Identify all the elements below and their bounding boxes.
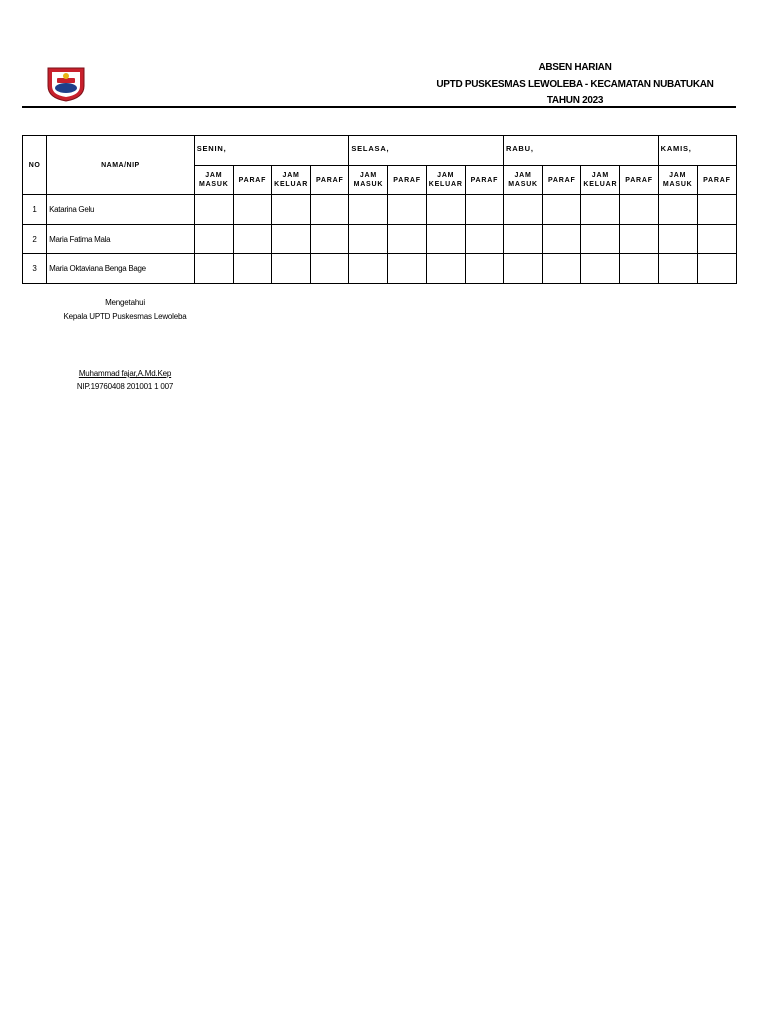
attendance-cell — [658, 195, 697, 225]
attendance-cell — [311, 195, 349, 225]
attendance-cell — [272, 225, 311, 254]
attendance-cell — [194, 195, 233, 225]
sub-header-jam-keluar: JAM KELUAR — [272, 166, 311, 195]
attendance-cell — [311, 254, 349, 284]
table-header-row-days — [23, 136, 737, 166]
sub-header-jam-masuk: JAM MASUK — [349, 166, 388, 195]
attendance-cell — [543, 195, 581, 225]
attendance-cell — [543, 225, 581, 254]
sub-header-jam-keluar: JAM KELUAR — [581, 166, 620, 195]
sub-header-paraf: PARAF — [465, 166, 503, 195]
employee-name: Maria Oktaviana Benga Bage — [47, 254, 195, 284]
puskesmas-emblem-logo — [46, 66, 86, 102]
sub-header-jam-masuk: JAM MASUK — [194, 166, 233, 195]
table-row — [23, 225, 737, 254]
day-header-thursday: KAMIS, — [658, 136, 736, 166]
acknowledged-label: Mengetahui — [105, 298, 145, 307]
document-subtitle: UPTD PUSKESMAS LEWOLEBA - KECAMATAN NUBATUKAN — [436, 79, 714, 90]
sub-header-paraf: PARAF — [543, 166, 581, 195]
employee-name: Katarina Gelu — [47, 195, 195, 225]
header-divider — [22, 106, 736, 108]
sub-header-paraf: PARAF — [697, 166, 736, 195]
attendance-cell — [388, 225, 426, 254]
attendance-cell — [620, 195, 658, 225]
row-number: 2 — [23, 225, 47, 254]
attendance-cell — [272, 254, 311, 284]
attendance-cell — [658, 225, 697, 254]
attendance-cell — [426, 254, 465, 284]
sub-header-paraf: PARAF — [388, 166, 426, 195]
attendance-cell — [465, 195, 503, 225]
attendance-cell — [465, 254, 503, 284]
attendance-cell — [388, 195, 426, 225]
table-row — [23, 195, 737, 225]
attendance-cell — [233, 195, 271, 225]
attendance-cell — [349, 195, 388, 225]
attendance-cell — [272, 195, 311, 225]
attendance-cell — [697, 195, 736, 225]
attendance-cell — [311, 225, 349, 254]
attendance-cell — [504, 254, 543, 284]
sub-header-paraf: PARAF — [311, 166, 349, 195]
sub-header-jam-masuk: JAM MASUK — [504, 166, 543, 195]
attendance-cell — [465, 225, 503, 254]
attendance-cell — [581, 195, 620, 225]
attendance-table — [22, 135, 737, 284]
row-number: 3 — [23, 254, 47, 284]
day-header-wednesday: RABU, — [504, 136, 659, 166]
attendance-cell — [504, 195, 543, 225]
attendance-cell — [426, 195, 465, 225]
day-header-tuesday: SELASA, — [349, 136, 504, 166]
signer-name: Muhammad fajar,A.Md.Kep — [78, 369, 172, 378]
sub-header-jam-keluar: JAM KELUAR — [426, 166, 465, 195]
table-row — [23, 254, 737, 284]
employee-name: Maria Fatima Mala — [47, 225, 195, 254]
signer-nip: NIP.19760408 201001 1 007 — [76, 382, 174, 391]
attendance-cell — [233, 225, 271, 254]
attendance-cell — [581, 225, 620, 254]
sub-header-paraf: PARAF — [233, 166, 271, 195]
signer-position: Kepala UPTD Puskesmas Lewoleba — [63, 312, 187, 321]
attendance-cell — [349, 225, 388, 254]
day-header-monday: SENIN, — [194, 136, 349, 166]
sub-header-jam-masuk: JAM MASUK — [658, 166, 697, 195]
attendance-cell — [697, 225, 736, 254]
attendance-cell — [426, 225, 465, 254]
attendance-cell — [581, 254, 620, 284]
attendance-cell — [349, 254, 388, 284]
attendance-cell — [504, 225, 543, 254]
attendance-cell — [620, 254, 658, 284]
attendance-cell — [697, 254, 736, 284]
column-header-name: NAMA/NIP — [47, 136, 195, 195]
attendance-cell — [658, 254, 697, 284]
attendance-cell — [543, 254, 581, 284]
document-title: ABSEN HARIAN — [538, 62, 612, 73]
document-year: TAHUN 2023 — [546, 95, 604, 106]
attendance-cell — [233, 254, 271, 284]
attendance-cell — [388, 254, 426, 284]
attendance-cell — [194, 254, 233, 284]
row-number: 1 — [23, 195, 47, 225]
attendance-cell — [194, 225, 233, 254]
column-header-no: NO — [23, 136, 47, 195]
attendance-cell — [620, 225, 658, 254]
sub-header-paraf: PARAF — [620, 166, 658, 195]
